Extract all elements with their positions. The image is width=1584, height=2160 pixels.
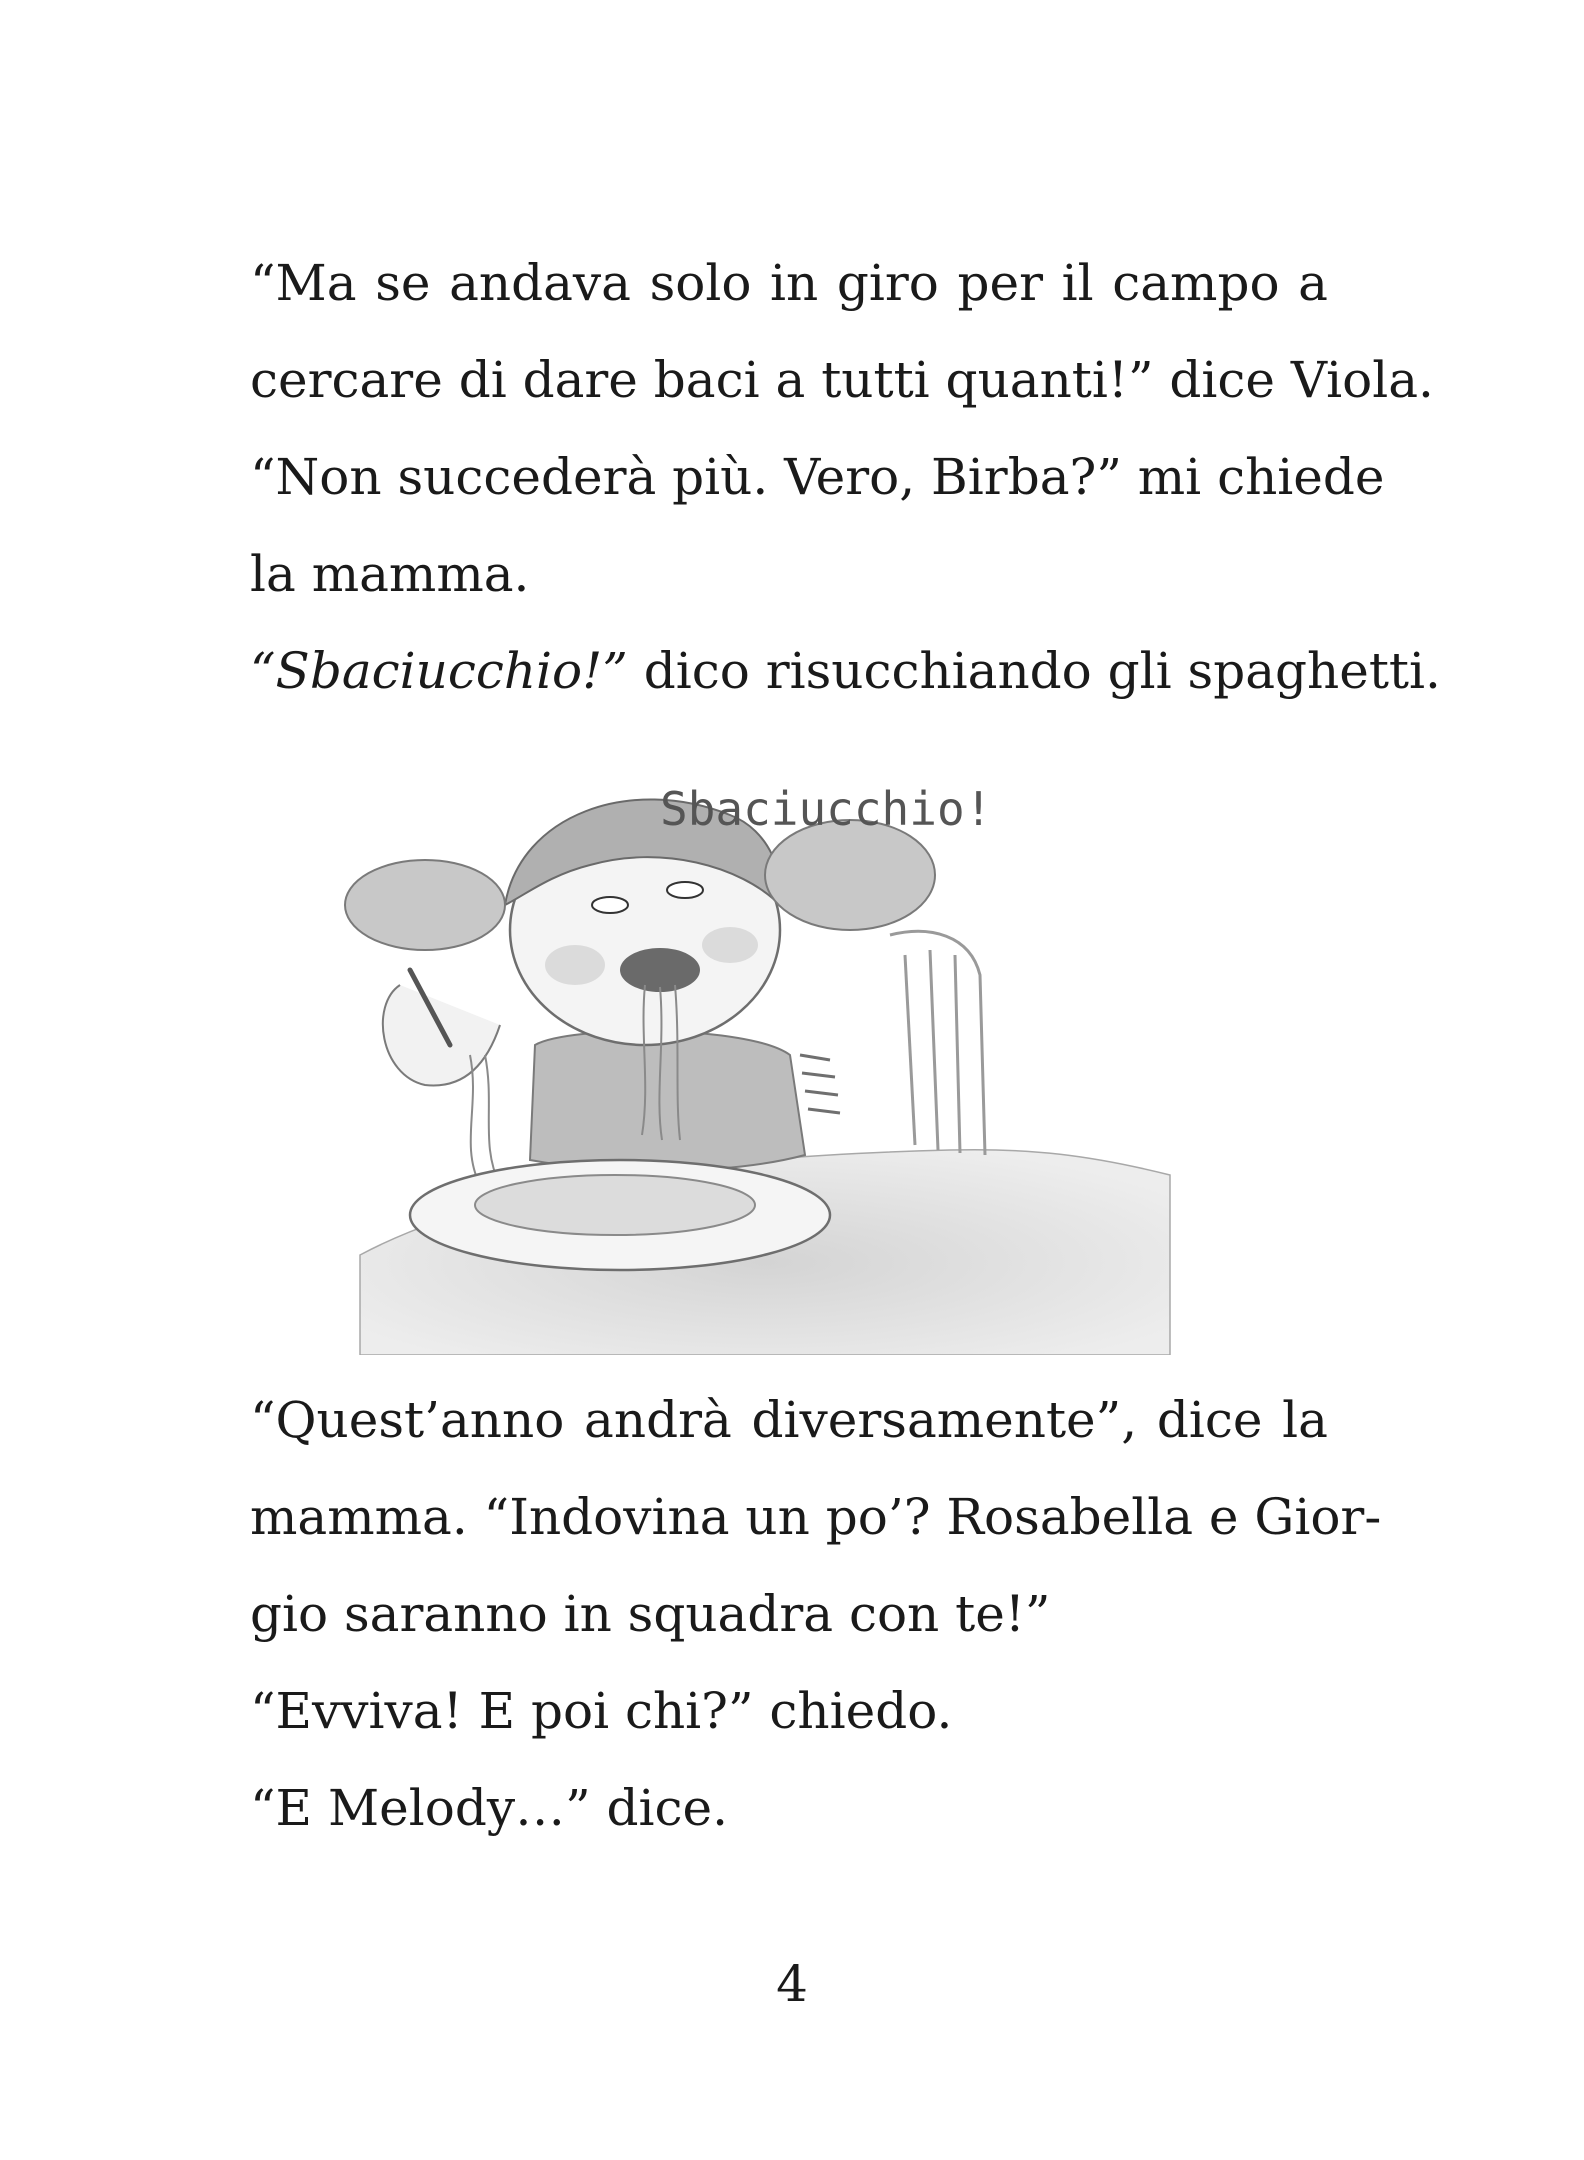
paragraph-block-2	[250, 1372, 1382, 1857]
text-line: gio saranno in squadra con te!”	[250, 1585, 1051, 1643]
text-line: “E Melody…” dice.	[250, 1779, 729, 1837]
pigtail-right	[765, 820, 935, 930]
chair-shape	[890, 931, 985, 1155]
text-line: “Ma se andava solo in giro per il campo a	[250, 254, 1328, 312]
text-line: la mamma.	[250, 545, 530, 603]
page-number: 4	[776, 1955, 808, 2013]
eye-left	[592, 897, 628, 913]
text-line: “Non succederà più. Vero, Birba?” mi chiede	[250, 448, 1385, 506]
arm-shape	[383, 985, 500, 1085]
overalls-shape	[530, 1031, 805, 1171]
text-line: cercare di dare baci a tutti quanti!” dice Viola.	[250, 351, 1434, 409]
plate-spaghetti	[475, 1175, 755, 1235]
text-line: mamma. “Indovina un po’? Rosabella e Gior-	[250, 1488, 1382, 1546]
text-line: “Quest’anno andrà diversamente”, dice la	[250, 1391, 1328, 1449]
girl-eating-spaghetti-illustration	[330, 755, 1230, 1355]
text-line-mixed	[250, 623, 1441, 720]
mouth-shape	[620, 948, 700, 992]
text-line-rest: dico risucchiando gli spaghetti.	[627, 642, 1441, 700]
paragraph-block-1	[250, 235, 1441, 720]
cheek-right	[702, 927, 758, 963]
eye-right	[667, 882, 703, 898]
striped-sleeve	[800, 1055, 840, 1113]
speech-caption: Sbaciucchio!	[660, 782, 993, 836]
text-line: “Evviva! E poi chi?” chiedo.	[250, 1682, 953, 1740]
italic-exclamation: “Sbaciucchio!”	[250, 642, 628, 700]
pigtail-left	[345, 860, 505, 950]
cheek-left	[545, 945, 605, 985]
